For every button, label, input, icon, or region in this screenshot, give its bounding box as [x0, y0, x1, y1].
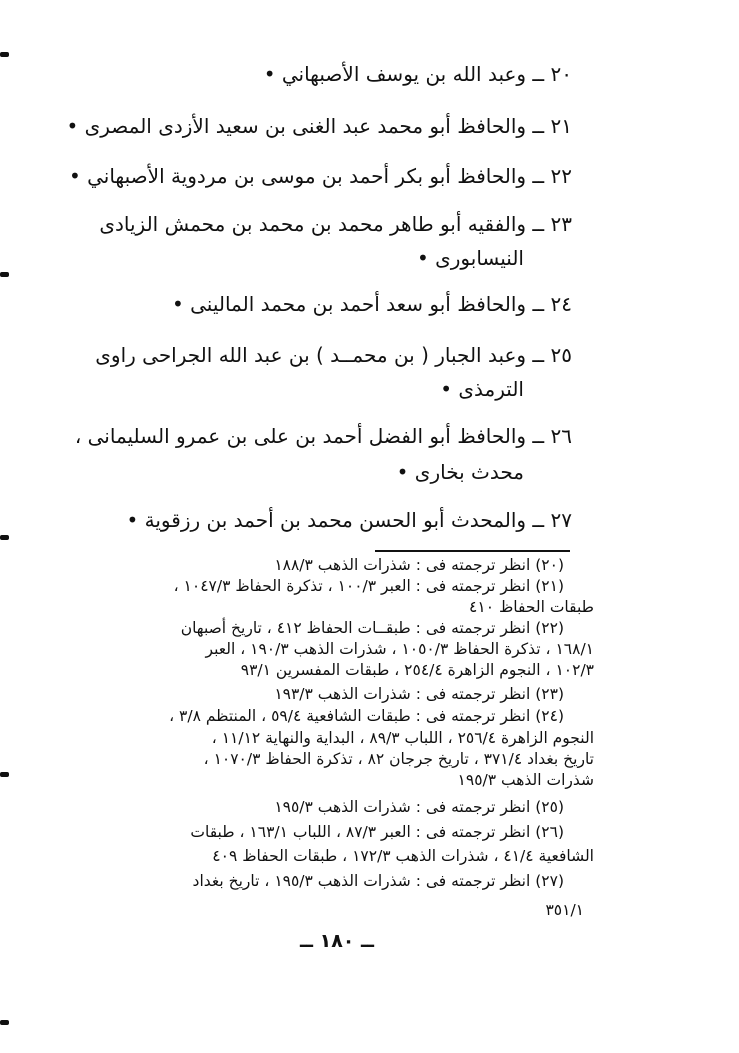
footnote-line: شذرات الذهب ١٩٥/٣ — [457, 771, 594, 789]
entry-21: ٢١ ــ والحافظ أبو محمد عبد الغنى بن سعيد الأزدى المصرى • — [66, 114, 572, 138]
margin-mark — [0, 1020, 9, 1025]
entry-26-continuation: محدث بخارى • — [396, 460, 524, 484]
footnote-line: (٢٣) انظر ترجمته فى : شذرات الذهب ١٩٣/٣ — [274, 685, 564, 703]
footnote-line: (٢٧) انظر ترجمته فى : شذرات الذهب ١٩٥/٣ ، تاريخ بغداد — [192, 872, 564, 890]
margin-mark — [0, 272, 9, 277]
footnote-line: النجوم الزاهرة ٢٥٦/٤ ، اللباب ٨٩/٣ ، البداية والنهاية ١١/١٢ ، — [211, 729, 594, 747]
footnote-line: ١٠٢/٣ ، النجوم الزاهرة ٢٥٤/٤ ، طبقات المفسرين ٩٣/١ — [240, 661, 594, 679]
entry-22: ٢٢ ــ والحافظ أبو بكر أحمد بن موسى بن مردوية الأصبهاني • — [68, 164, 572, 188]
footnote-line: (٢٠) انظر ترجمته فى : شذرات الذهب ١٨٨/٣ — [274, 556, 564, 574]
footnote-line: ٣٥١/١ — [545, 901, 584, 919]
margin-mark — [0, 772, 9, 777]
footnote-line: (٢١) انظر ترجمته فى : العبر ١٠٠/٣ ، تذكرة الحفاظ ١٠٤٧/٣ ، — [173, 577, 564, 595]
footnote-line: تاريخ بغداد ٣٧١/٤ ، تاريخ جرجان ٨٢ ، تذكرة الحفاظ ١٠٧٠/٣ ، — [203, 750, 594, 768]
entry-27: ٢٧ ــ والمحدث أبو الحسن محمد بن أحمد بن رزقوية • — [126, 508, 572, 532]
entry-20: ٢٠ ــ وعبد الله بن يوسف الأصبهاني • — [263, 62, 572, 86]
footnote-line: (٢٤) انظر ترجمته فى : طبقات الشافعية ٥٩/٤ ، المنتظم ٣/٨ ، — [169, 707, 564, 725]
footnote-line: طبقات الحفاظ ٤١٠ — [469, 598, 594, 616]
margin-mark — [0, 52, 9, 57]
entry-23-continuation: النيسابورى • — [416, 246, 524, 270]
footnote-line: (٢٦) انظر ترجمته فى : العبر ٨٧/٣ ، اللباب ١٦٣/١ ، طبقات — [190, 823, 564, 841]
entry-26: ٢٦ ــ والحافظ أبو الفضل أحمد بن على بن عمرو السليمانى ، — [74, 424, 572, 448]
footnote-line: ١٦٨/١ ، تذكرة الحفاظ ١٠٥٠/٣ ، شذرات الذهب ١٩٠/٣ ، العبر — [205, 640, 594, 658]
page-number: ــ ١٨٠ ــ — [299, 930, 374, 952]
entry-24: ٢٤ ــ والحافظ أبو سعد أحمد بن محمد المالينى • — [171, 292, 572, 316]
footnote-line: الشافعية ٤١/٤ ، شذرات الذهب ١٧٢/٣ ، طبقات الحفاظ ٤٠٩ — [212, 847, 594, 865]
margin-mark — [0, 535, 9, 540]
entry-25: ٢٥ ــ وعبد الجبار ( بن محمــد ) بن عبد الله الجراحى راوى — [95, 343, 572, 367]
footnote-line: (٢٢) انظر ترجمته فى : طبقــات الحفاظ ٤١٢ ، تاريخ أصبهان — [180, 619, 564, 637]
footnote-line: (٢٥) انظر ترجمته فى : شذرات الذهب ١٩٥/٣ — [274, 798, 564, 816]
entry-23: ٢٣ ــ والفقيه أبو طاهر محمد بن محمد بن محمش الزيادى — [99, 212, 572, 236]
entry-25-continuation: الترمذى • — [440, 377, 524, 401]
footnote-separator — [375, 550, 570, 552]
